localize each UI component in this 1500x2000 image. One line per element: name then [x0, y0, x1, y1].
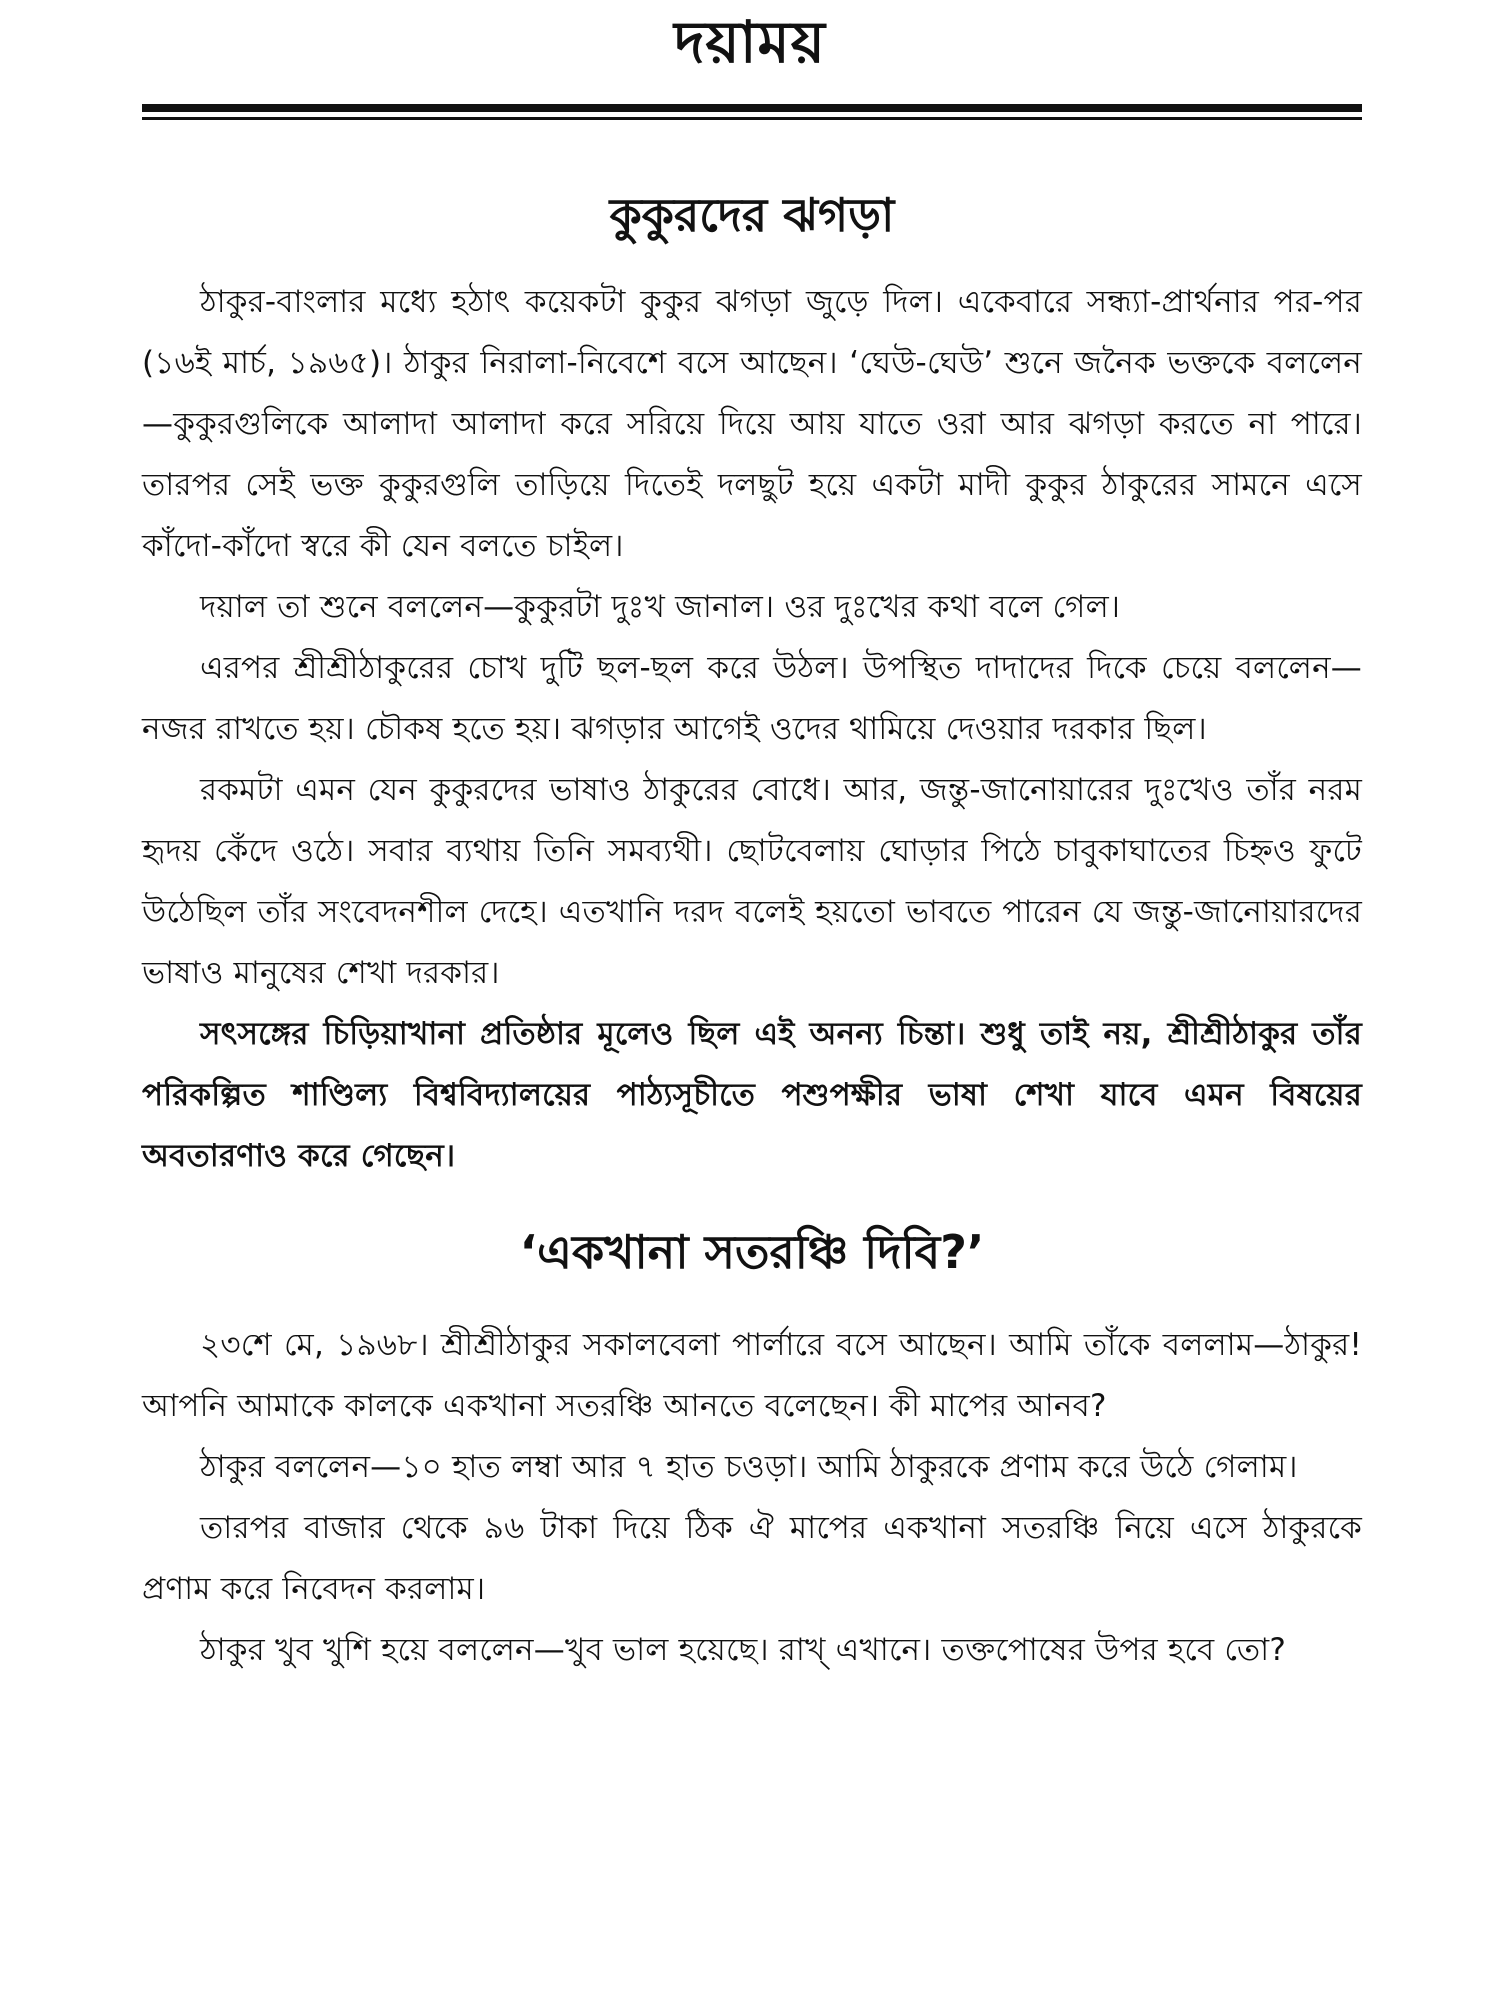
paragraph: ঠাকুর-বাংলার মধ্যে হঠাৎ কয়েকটা কুকুর ঝগড়া জুড়ে দিল। একেবারে সন্ধ্যা-প্রার্থনার পর-পর (১৬ই মার্চ, ১৯৬৫)। ঠাকুর নিরালা-নিবেশে বসে আছেন। ‘ঘেউ-ঘেউ’ শুনে জনৈক ভক্তকে বললেন—কুকুরগুলিকে আলাদা আলাদা করে সরিয়ে দিয়ে আয় যাতে ওরা আর ঝগড়া করতে না পারে। তারপর সেই ভক্ত কুকুরগুলি তাড়িয়ে দিতেই দলছুট হয়ে একটা মাদী কুকুর ঠাকুরের সামনে এসে কাঁদো-কাঁদো স্বরে কী যেন বলতে চাইল।: [142, 284, 1362, 564]
paragraph: ঠাকুর খুব খুশি হয়ে বললেন—খুব ভাল হয়েছে। রাখ্ এখানে। তক্তপোষের উপর হবে তো?: [200, 1632, 1287, 1668]
paragraph: ঠাকুর বললেন—১০ হাত লম্বা আর ৭ হাত চওড়া। আমি ঠাকুরকে প্রণাম করে উঠে গেলাম।: [200, 1449, 1298, 1485]
paragraph: ২৩শে মে, ১৯৬৮। শ্রীশ্রীঠাকুর সকালবেলা পার্লারে বসে আছেন। আমি তাঁকে বললাম—ঠাকুর! আপনি আমাকে কালকে একখানা সতরঞ্চি আনতে বলেছেন। কী মাপের আনব?: [142, 1327, 1362, 1424]
paragraph: তারপর বাজার থেকে ৯৬ টাকা দিয়ে ঠিক ঐ মাপের একখানা সতরঞ্চি নিয়ে এসে ঠাকুরকে প্রণাম করে নিবেদন করলাম।: [142, 1510, 1362, 1607]
page-body: [142, 178, 1362, 1681]
running-head: দয়াময়: [674, 8, 826, 76]
section-heading-dog-quarrel: কুকুরদের ঝগড়া: [609, 188, 895, 242]
bold-paragraph: সৎসঙ্গের চিড়িয়াখানা প্রতিষ্ঠার মূলেও ছিল এই অনন্য চিন্তা। শুধু তাই নয়, শ্রীশ্রীঠাকুর তাঁর পরিকল্পিত শাণ্ডিল্য বিশ্ববিদ্যালয়ের পাঠ্যসূচীতে পশুপক্ষীর ভাষা শেখা যাবে এমন বিষয়ের অবতারণাও করে গেছেন।: [142, 1016, 1362, 1174]
paragraph: দয়াল তা শুনে বললেন—কুকুরটা দুঃখ জানাল। ওর দুঃখের কথা বলে গেল।: [200, 589, 1121, 625]
paragraph: রকমটা এমন যেন কুকুরদের ভাষাও ঠাকুরের বোধে। আর, জন্তু-জানোয়ারের দুঃখেও তাঁর নরম হৃদয় কেঁদে ওঠে। সবার ব্যথায় তিনি সমব্যথী। ছোটবেলায় ঘোড়ার পিঠে চাবুকাঘাতের চিহ্নও ফুটে উঠেছিল তাঁর সংবেদনশীল দেহে। এতখানি দরদ বলেই হয়তো ভাবতে পারেন যে জন্তু-জানোয়ারদের ভাষাও মানুষের শেখা দরকার।: [142, 772, 1362, 991]
header-rule-thick: [142, 104, 1362, 112]
section-heading-satranchi: ‘একখানা সতরঞ্চি দিবি?’: [519, 1225, 985, 1279]
paragraph: এরপর শ্রীশ্রীঠাকুরের চোখ দুটি ছল-ছল করে উঠল। উপস্থিত দাদাদের দিকে চেয়ে বললেন—নজর রাখতে হয়। চৌকষ হতে হয়। ঝগড়ার আগেই ওদের থামিয়ে দেওয়ার দরকার ছিল।: [142, 650, 1362, 747]
header-rule-thin: [142, 117, 1362, 120]
